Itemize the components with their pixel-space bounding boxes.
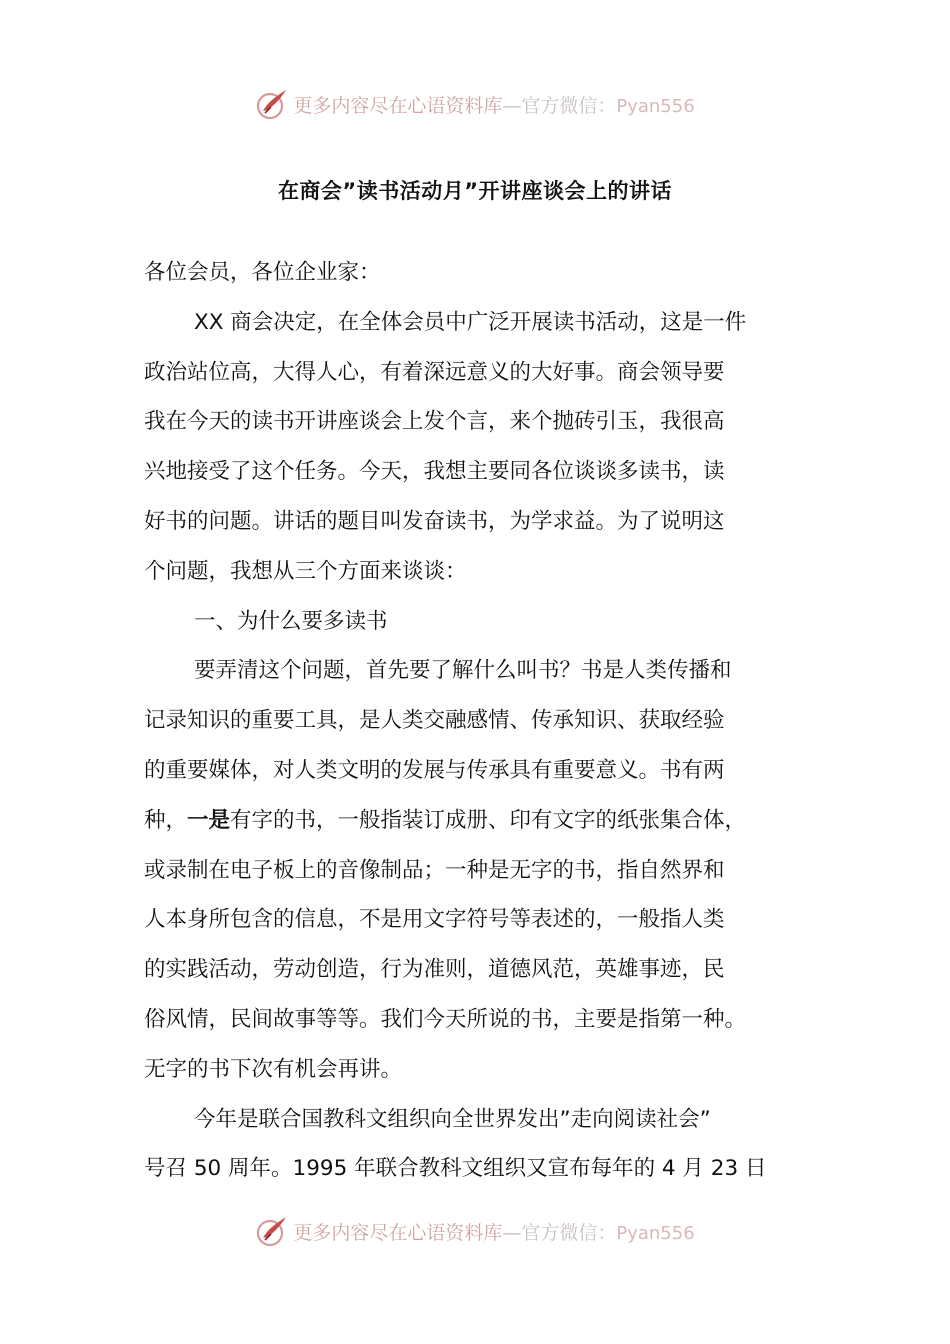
watermark-dash: — (502, 94, 522, 117)
watermark-dash: — (502, 1221, 522, 1244)
paragraph-line: 的实践活动，劳动创造，行为准则，道德风范，英雄事迹，民 (144, 957, 725, 983)
paragraph-line: 要弄清这个问题，首先要了解什么叫书？书是人类传播和 (194, 658, 732, 684)
paragraph-line: 号召 50 周年。1995 年联合教科文组织又宣布每年的 4 月 23 日 (144, 1156, 767, 1182)
document-title: 在商会”读书活动月”开讲座谈会上的讲话 (277, 179, 673, 203)
header-watermark (0, 84, 950, 124)
paragraph-line: 无字的书下次有机会再讲。 (144, 1056, 403, 1082)
watermark-label: 官方微信： (521, 1221, 617, 1244)
paragraph-line: 或录制在电子板上的音像制品；一种是无字的书，指自然界和 (144, 857, 725, 883)
paragraph-line: 的重要媒体，对人类文明的发展与传承具有重要意义。书有两 (144, 757, 725, 783)
watermark-handle: Pyan556 (616, 1222, 695, 1244)
paragraph-line: 记录知识的重要工具，是人类交融感情、传承知识、获取经验 (144, 708, 725, 734)
line-rest: 有字的书，一般指装订成册、印有文字的纸张集合体， (230, 807, 747, 833)
document-body (144, 248, 816, 1194)
watermark-text (293, 1218, 694, 1245)
salutation: 各位会员，各位企业家： (144, 260, 381, 285)
paragraph-line: XX 商会决定，在全体会员中广泛开展读书活动，这是一件 (194, 309, 747, 335)
watermark-label: 官方微信： (521, 94, 617, 117)
watermark-main: 更多内容尽在心语资料库 (293, 1221, 503, 1244)
line-prefix: 种， (144, 807, 188, 833)
paragraph-line: 人本身所包含的信息，不是用文字符号等表述的，一般指人类 (144, 907, 725, 933)
watermark-handle: Pyan556 (616, 95, 695, 117)
footer-watermark (0, 1211, 950, 1251)
section-heading: 一、为什么要多读书 (194, 608, 388, 634)
bold-term: 一是 (187, 807, 231, 833)
quill-logo-icon (255, 1214, 289, 1248)
paragraph-line: 俗风情，民间故事等等。我们今天所说的书，主要是指第一种。 (144, 1006, 747, 1032)
paragraph-line: 好书的问题。讲话的题目叫发奋读书，为学求益。为了说明这 (144, 508, 725, 534)
paragraph-line: 政治站位高，大得人心，有着深远意义的大好事。商会领导要 (144, 359, 725, 385)
paragraph-line (144, 796, 816, 846)
paragraph-line: 我在今天的读书开讲座谈会上发个言，来个抛砖引玉，我很高 (144, 409, 725, 435)
watermark-main: 更多内容尽在心语资料库 (293, 94, 503, 117)
quill-logo-icon (255, 87, 289, 121)
watermark-text (293, 91, 694, 118)
paragraph-line: 今年是联合国教科文组织向全世界发出”走向阅读社会” (194, 1106, 711, 1132)
paragraph-line: 兴地接受了这个任务。今天，我想主要同各位谈谈多读书，读 (144, 459, 725, 485)
paragraph-line: 个问题，我想从三个方面来谈谈： (144, 558, 467, 584)
